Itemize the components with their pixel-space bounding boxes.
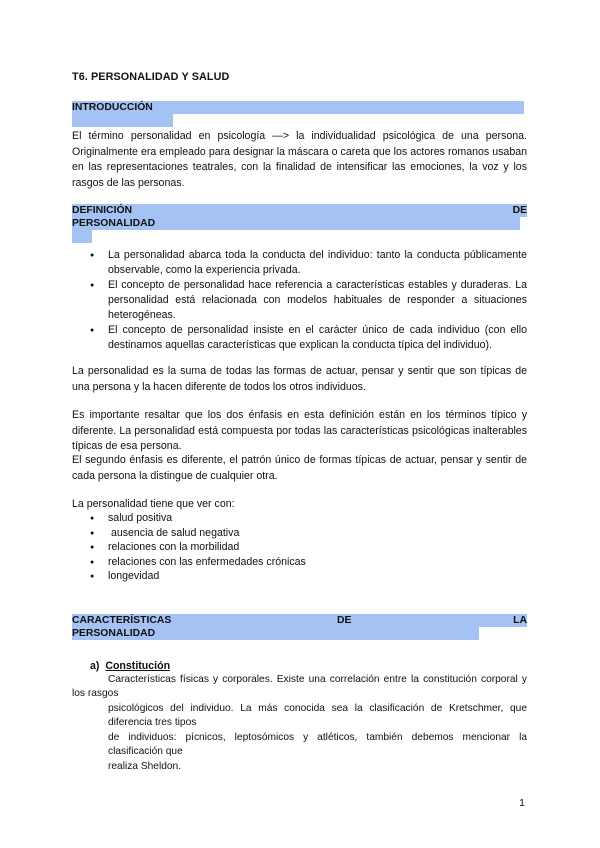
definition-paragraph-1: La personalidad es la suma de todas las formas de actuar, pensar y sentir que son típicas de una persona y la hacen diferente de todos los otros individuos. (72, 365, 527, 393)
list-item: ● relaciones con las enfermedades crónicas (72, 555, 527, 570)
list-item: ● ausencia de salud negativa (72, 526, 527, 541)
constitution-line-3: de individuos: pícnicos, leptosómicos y atléticos, también debemos mencionar la clasificación que (108, 732, 527, 757)
definition-paragraph-2b: El segundo énfasis es diferente, el patrón único de formas típicas de actuar, pensar y sentir de cada persona la distingue de cualquier otra. (72, 454, 527, 482)
list-item: ● El concepto de personalidad insiste en el carácter único de cada individuo (con ello destinamos aquellas características que explican la conducta típica del individuo). (72, 323, 527, 353)
intro-paragraph: El término personalidad en psicología —> la individualidad psicológica de una persona. Originalmente era empleado para designar la máscara o careta que los actores romanos usaban en las representaciones teatrales, con la finalidad de intensificar las emociones, la voz y los rasgos de las personas. (72, 130, 527, 189)
definition-heading-highlight-tail (72, 230, 92, 243)
definition-paragraph-2a: Es importante resaltar que los dos énfasis en esta definición están en los términos típico y diferente. La personalidad está compuesta por todas las características psicológicas inalterables típicas de esa persona. (72, 409, 527, 452)
characteristics-heading-line2: PERSONALIDAD (72, 628, 156, 639)
intro-heading (72, 101, 524, 127)
constitution-title: Constitución (105, 660, 171, 672)
constitution-line-2: psicológicos del individuo. La más conocida sea la clasificación de Kretschmer, que diferencia tres tipos (108, 703, 527, 728)
list-item: ● La personalidad abarca toda la conducta del individuo: tanto la conducta públicamente observable, como la experiencia privada. (72, 248, 527, 278)
list-item: ● longevidad (72, 569, 527, 584)
definition-heading (72, 204, 527, 243)
intro-heading-highlight-tail (72, 114, 173, 127)
definition-heading-line2: PERSONALIDAD (72, 218, 156, 229)
characteristics-heading-word1: CARACTERÍSTICAS (72, 615, 172, 626)
characteristics-heading-word2: DE (337, 615, 352, 626)
relations-list (72, 511, 527, 584)
document-title: T6. PERSONALIDAD Y SALUD (72, 71, 230, 83)
page-number: 1 (519, 797, 525, 809)
constitution-heading (90, 659, 170, 673)
definition-bullet-list (72, 248, 527, 353)
constitution-line-4: realiza Sheldon. (108, 761, 182, 772)
constitution-line-1: Características físicas y corporales. Existe una correlación entre la constitución corporal y los rasgos (72, 674, 527, 699)
list-item: ● salud positiva (72, 511, 527, 526)
relations-intro: La personalidad tiene que ver con: (72, 498, 235, 510)
definition-heading-left: DEFINICIÓN (72, 205, 133, 216)
characteristics-heading (72, 614, 527, 640)
intro-heading-text: INTRODUCCIÓN (72, 102, 153, 113)
list-item: ● El concepto de personalidad hace referencia a características estables y duraderas. La personalidad está relacionada con modelos habituales de responder a situaciones heterogéneas. (72, 278, 527, 323)
characteristics-heading-word3: LA (513, 615, 527, 626)
constitution-marker: a) (90, 660, 100, 672)
constitution-body (72, 673, 527, 774)
definition-heading-right: DE (512, 205, 527, 216)
list-item: ● relaciones con la morbilidad (72, 540, 527, 555)
